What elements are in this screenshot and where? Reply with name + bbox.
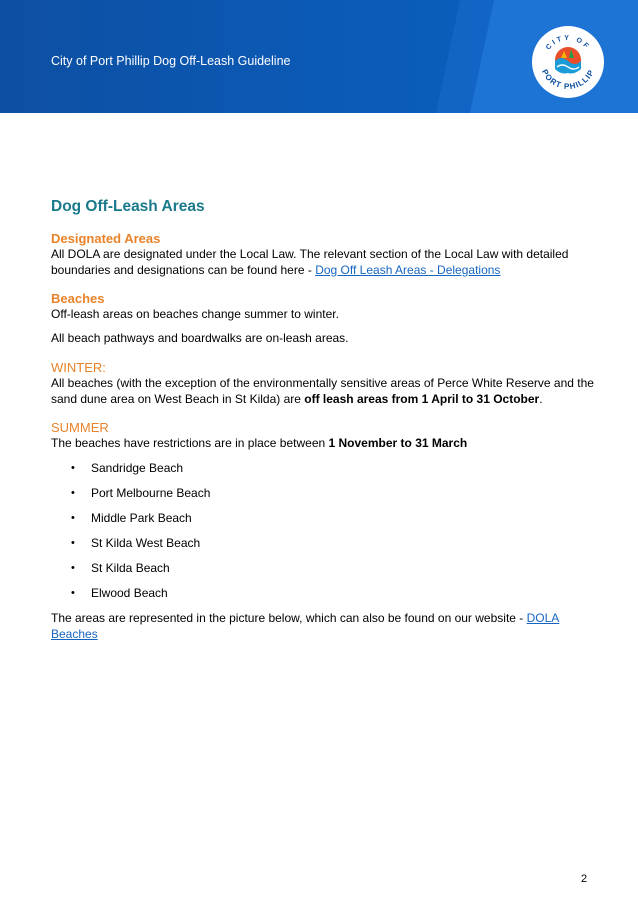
bullet: • [71,487,75,499]
bullet: • [71,462,75,474]
svg-text:PORT PHILLIP: PORT PHILLIP [539,67,597,92]
summer-dates: 1 November to 31 March [328,436,468,450]
city-of-port-phillip-logo [531,25,605,99]
delegations-link[interactable]: Dog Off Leash Areas - Delegations [315,262,501,277]
list-item: • Sandridge Beach [51,461,210,486]
summer-heading: SUMMER [51,420,109,435]
winter-text: All beaches (with the exception of the environmentally sensitive areas of Perce White Reserve and the sand dune area on West Beach in St Kilda) are off leash areas from 1 April to 31 October. [51,376,594,406]
svg-text:CITY OF: CITY OF [544,34,592,52]
bullet: • [71,512,75,524]
beaches-text-1: Off-leash areas on beaches change summer to winter. [51,307,339,321]
list-item: • Middle Park Beach [51,511,210,536]
winter-heading: WINTER: [51,360,106,375]
bullet: • [71,587,75,599]
beaches-text-2: All beach pathways and boardwalks are on-leash areas. [51,331,349,345]
document-title: City of Port Phillip Dog Off-Leash Guideline [51,54,291,68]
list-item: • St Kilda Beach [51,561,210,586]
dola-beaches-link[interactable]: DOLA Beaches [51,611,560,641]
page-heading: Dog Off-Leash Areas [51,198,205,215]
closing-text: The areas are represented in the picture below, which can also be found on our website - DOLA Beaches [51,611,560,641]
list-item: • St Kilda West Beach [51,536,210,561]
bullet: • [71,562,75,574]
beaches-heading: Beaches [51,291,105,306]
designated-areas-heading: Designated Areas [51,231,161,246]
winter-dates: off leash areas from 1 April to 31 October [304,391,540,406]
summer-text: The beaches have restrictions are in place between 1 November to 31 March [51,436,468,450]
bullet: • [71,537,75,549]
page-number: 2 [581,873,588,885]
list-item: • Port Melbourne Beach [51,486,210,511]
list-item: • Elwood Beach [51,586,210,611]
header-banner [0,0,638,113]
summer-beach-list [51,461,210,611]
designated-areas-text: All DOLA are designated under the Local Law. The relevant section of the Local Law with detailed boundaries and designations can be found here - Dog Off Leash Areas - Delegations [51,247,569,277]
